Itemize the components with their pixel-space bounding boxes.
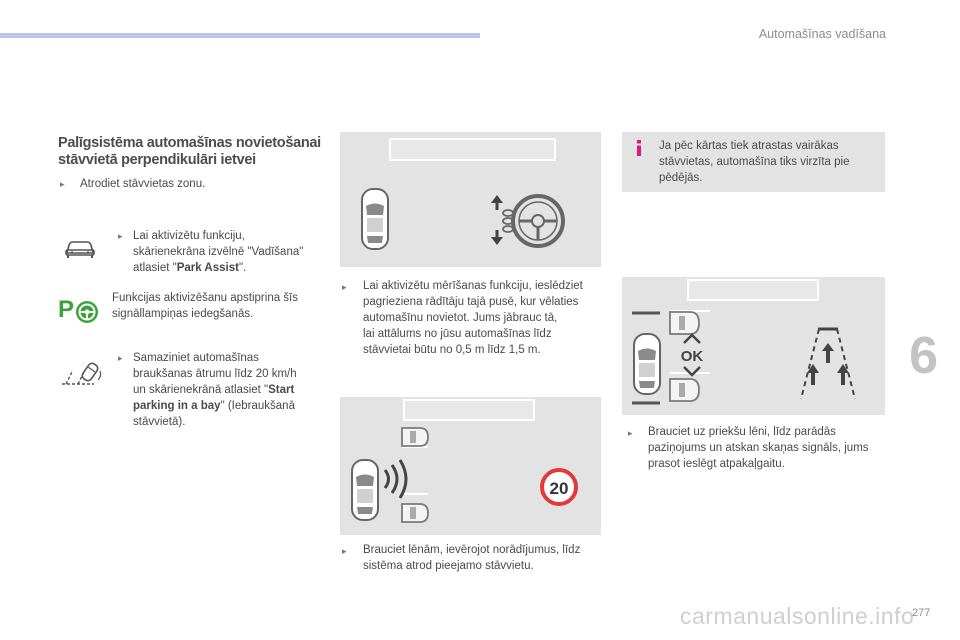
step1-text: Atrodiet stāvvietas zonu. bbox=[80, 178, 206, 190]
parked-car-icon bbox=[402, 428, 428, 446]
chapter-number: 6 bbox=[909, 327, 938, 385]
section-heading-line2: stāvvietā perpendikulāri ietvei bbox=[58, 152, 256, 168]
bullet-icon bbox=[118, 353, 123, 364]
step6-text: Brauciet uz priekšu lēni, līdz parādās paziņojums un atskan skaņas signāls, jums prasot ieslēgt atpakaļgaitu. bbox=[648, 426, 869, 470]
step5-text: Brauciet lēnām, ievērojot norādījumus, līdz sistēma atrod pieejamo stāvvietu. bbox=[363, 544, 581, 572]
info-text: Ja pēc kārtas tiek atrastas vairākas stāvvietas, automašīna tiks virzīta pie pēdējās. bbox=[659, 140, 850, 184]
chapter-title: Automašīnas vadīšana bbox=[758, 27, 886, 41]
bullet-icon bbox=[628, 428, 633, 439]
header-bar bbox=[0, 33, 480, 38]
watermark: carmanualsonline.info bbox=[680, 603, 915, 629]
car-icon bbox=[352, 460, 378, 520]
ok-indicator-icon bbox=[681, 335, 704, 375]
bullet-icon bbox=[60, 179, 65, 190]
figure-ok bbox=[622, 277, 885, 415]
svg-text:20: 20 bbox=[549, 479, 569, 498]
car-icon bbox=[634, 334, 660, 394]
bullet-icon bbox=[342, 282, 347, 293]
park-assist-label: Park Assist bbox=[176, 262, 239, 274]
start-parking-label: parking in a bay bbox=[133, 400, 221, 412]
bullet-icon bbox=[342, 546, 347, 557]
step3-text: Samaziniet automašīnas braukšanas ātrumu līdz 20 km/h un skārienekrānā atlasiet "Start parking in a bay" (Iebraukšanā stāvvietā). bbox=[133, 352, 297, 428]
car-steering-icon bbox=[63, 236, 97, 260]
car-icon bbox=[362, 189, 388, 249]
parked-car-icon bbox=[402, 504, 428, 522]
info-icon bbox=[634, 140, 644, 156]
activation-note: Funkcijas aktivizēšanu apstiprina šīs signāllampiņas iedegšanās. bbox=[112, 292, 298, 320]
svg-text:P: P bbox=[58, 296, 75, 323]
speed-limit-sign-icon bbox=[542, 470, 576, 504]
section-heading bbox=[58, 135, 328, 169]
page-number: 277 bbox=[912, 607, 931, 619]
sensor-waves-icon bbox=[385, 460, 406, 498]
reverse-guidance-icon bbox=[801, 329, 855, 399]
parked-car-icon bbox=[670, 312, 699, 334]
arrow-down-icon bbox=[491, 230, 503, 245]
parking-bay-icon bbox=[60, 360, 104, 388]
bullet-icon bbox=[118, 231, 123, 242]
svg-text:OK: OK bbox=[680, 348, 704, 365]
info-box bbox=[622, 132, 885, 192]
step2-text: Lai aktivizētu funkciju, skārienekrāna izvēlnē "Vadīšana" atlasiet "Park Assist". bbox=[133, 230, 304, 274]
figure-indicator bbox=[340, 132, 601, 267]
park-assist-warning-icon bbox=[58, 295, 102, 327]
figure-detection bbox=[340, 397, 601, 535]
arrow-up-icon bbox=[491, 195, 503, 210]
step4-text: Lai aktivizētu mērīšanas funkciju, ieslēdziet pagrieziena rādītāju tajā pusē, kur vēlaties automašīnu novietot. Jums jābrauc tā, lai attālums no jūsu automašīnas līdz stāvvietai būtu no 0,5 m līdz 1,5 m. bbox=[363, 280, 583, 356]
section-heading-line1: Palīgsistēma automašīnas novietošanai bbox=[58, 135, 321, 151]
parked-car-icon bbox=[670, 379, 699, 401]
steering-wheel-icon bbox=[513, 196, 563, 246]
